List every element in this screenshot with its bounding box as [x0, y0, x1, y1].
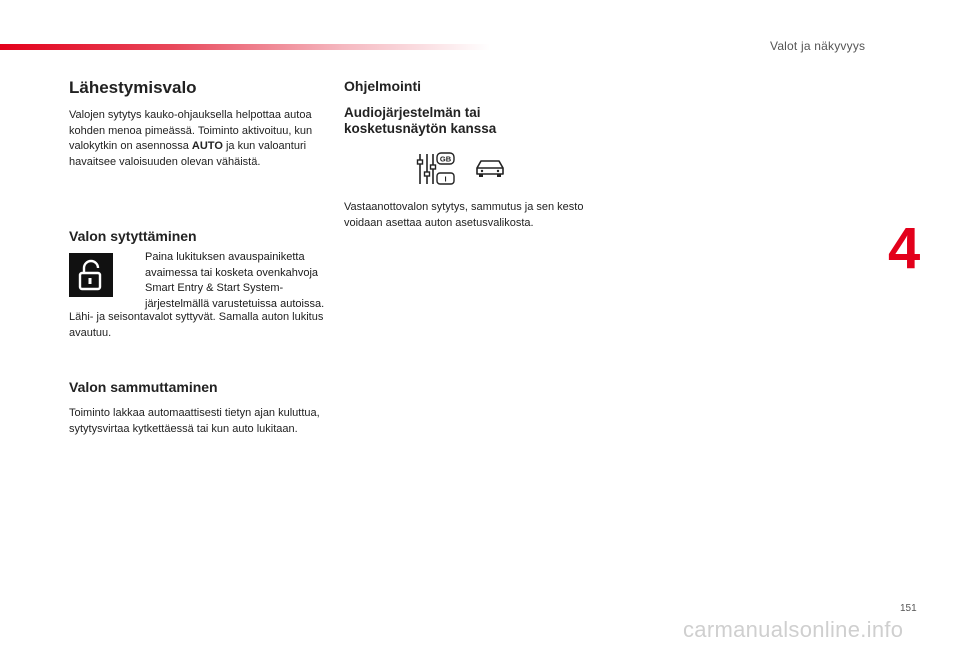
intro-text-2: ja kun valoanturi havaitsee valoisuuden olevan vähäistä. — [69, 140, 307, 168]
bullet-text: Paina lukituksen avauspainiketta avaimessa tai kosketa ovenkahvoja Smart Entry & Start System-järjestelmällä varustetuissa autoissa. — [145, 251, 325, 310]
programming-subtitle: Audiojärjestelmän tai kosketusnäytön kanssa — [344, 105, 497, 136]
unlock-instruction — [69, 253, 331, 312]
page-number: 151 — [900, 603, 917, 614]
left-column — [69, 78, 331, 437]
bullet-arrow-icon — [123, 250, 145, 312]
info-label: I — [444, 174, 447, 184]
intro-paragraph — [69, 108, 331, 170]
programming-text: Vastaanottovalon sytytys, sammutus ja sen kesto voidaan asettaa auton asetusvalikosta. — [344, 201, 584, 229]
header-accent-bar — [0, 44, 490, 50]
heading-switch-off: Valon sammuttaminen — [69, 379, 218, 395]
intro-auto-keyword: AUTO — [191, 140, 223, 152]
watermark: carmanualsonline.info — [683, 617, 904, 642]
unlock-icon — [69, 253, 113, 297]
section-title: Valot ja näkyvyys — [770, 39, 866, 53]
settings-icons — [416, 152, 594, 186]
chapter-number: 4 — [888, 216, 921, 281]
switch-on-result: Lähi- ja seisontavalot syttyvät. Samalla auton lukitus avautuu. — [69, 311, 324, 339]
gb-label: GB — [439, 154, 452, 164]
programming-title: Ohjelmointi — [344, 78, 421, 94]
right-column — [344, 78, 594, 231]
heading-switch-on: Valon sytyttäminen — [69, 228, 197, 244]
audio-settings-icon — [416, 152, 456, 186]
switch-off-text: Toiminto lakkaa automaattisesti tietyn ajan kuluttua, sytytysvirtaa kytkettäessä tai kun auto lukitaan. — [69, 407, 320, 435]
bullet-item — [123, 250, 331, 312]
car-settings-icon — [474, 152, 506, 186]
page-title: Lähestymisvalo — [69, 78, 197, 97]
intro-text-1: Valojen sytytys kauko-ohjauksella helpottaa autoa kohden menoa pimeässä. Toiminto aktivoituu, kun valokytkin on asennossa — [69, 109, 313, 152]
